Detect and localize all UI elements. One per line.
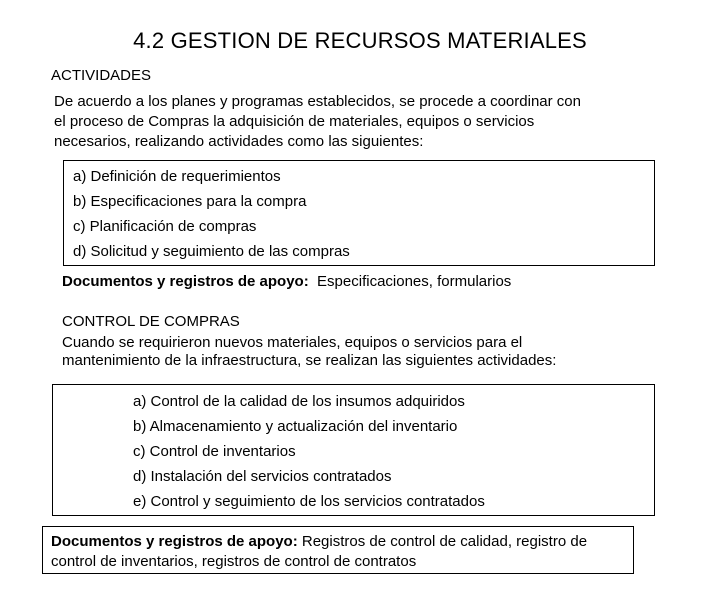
activities-paragraph-line-1: De acuerdo a los planes y programas establecidos, se procede a coordinar con — [54, 93, 581, 110]
activities-list-box — [63, 160, 655, 266]
purchase-support-docs-line-1 — [51, 532, 633, 552]
purchase-control-list-item: e) Control y seguimiento de los servicios contratados — [133, 493, 485, 510]
purchase-control-heading: CONTROL DE COMPRAS — [62, 313, 240, 330]
support-docs-label: Documentos y registros de apoyo: — [51, 533, 298, 550]
purchase-control-list-item: c) Control de inventarios — [133, 443, 296, 460]
purchase-control-support-docs-box — [42, 526, 634, 574]
purchase-control-list-item: a) Control de la calidad de los insumos adquiridos — [133, 393, 465, 410]
support-docs-value: Especificaciones, formularios — [308, 273, 512, 290]
activities-heading: ACTIVIDADES — [51, 67, 152, 84]
purchase-control-list-box — [52, 384, 655, 516]
support-docs-label: Documentos y registros de apoyo: — [62, 273, 309, 290]
support-docs-value: Registros de control de calidad, registro de — [297, 533, 588, 550]
activities-paragraph-line-2: el proceso de Compras la adquisición de materiales, equipos o servicios — [54, 113, 535, 130]
purchase-support-docs-line-2: control de inventarios, registros de control de contratos — [51, 553, 417, 570]
purchase-control-list-item: d) Instalación del servicios contratados — [133, 468, 392, 485]
activities-list-item: b) Especificaciones para la compra — [73, 193, 307, 210]
purchase-control-paragraph-line-1: Cuando se requirieron nuevos materiales, equipos o servicios para el — [62, 334, 523, 351]
activities-support-docs — [62, 272, 511, 292]
activities-list-item: d) Solicitud y seguimiento de las compras — [73, 243, 350, 260]
activities-list-item: c) Planificación de compras — [73, 218, 257, 235]
page-title: 4.2 GESTION DE RECURSOS MATERIALES — [133, 28, 587, 53]
activities-paragraph-line-3: necesarios, realizando actividades como las siguientes: — [54, 133, 424, 150]
purchase-control-list-item: b) Almacenamiento y actualización del inventario — [133, 418, 458, 435]
activities-list-item: a) Definición de requerimientos — [73, 168, 281, 185]
purchase-control-paragraph-line-2: mantenimiento de la infraestructura, se realizan las siguientes actividades: — [62, 352, 557, 369]
